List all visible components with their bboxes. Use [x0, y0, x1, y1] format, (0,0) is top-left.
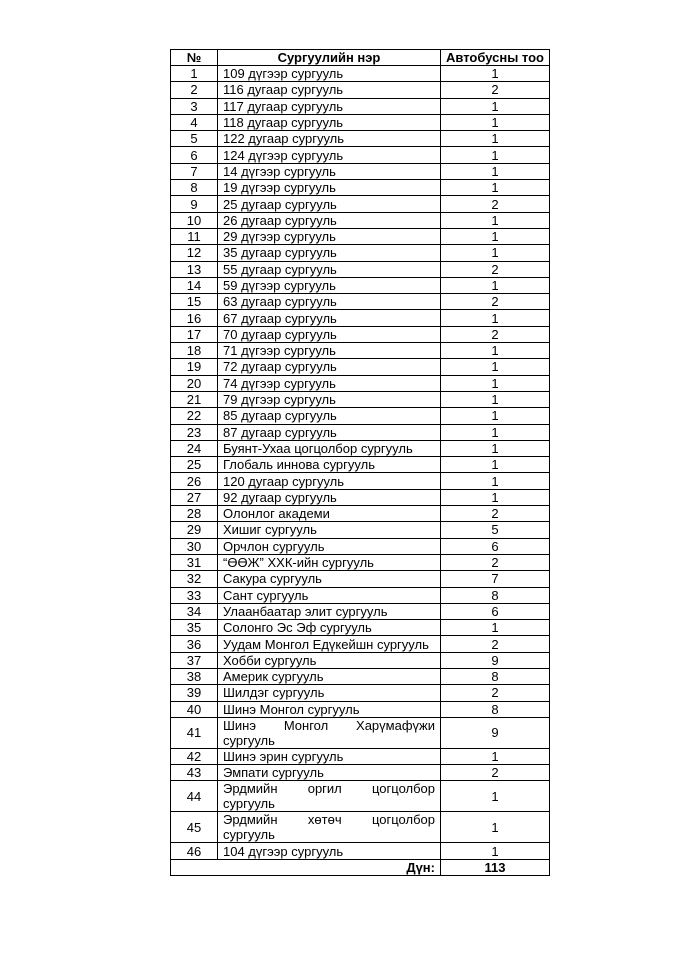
row-number: 36 — [171, 636, 218, 652]
table-header-row — [171, 50, 550, 66]
row-number: 30 — [171, 538, 218, 554]
row-school-name: 87 дугаар сургууль — [218, 424, 441, 440]
row-bus-count: 2 — [441, 326, 550, 342]
row-number: 17 — [171, 326, 218, 342]
row-number: 46 — [171, 843, 218, 859]
row-number: 8 — [171, 180, 218, 196]
table-row — [171, 196, 550, 212]
row-bus-count: 5 — [441, 522, 550, 538]
row-number: 16 — [171, 310, 218, 326]
row-bus-count: 1 — [441, 114, 550, 130]
row-school-name: 55 дугаар сургууль — [218, 261, 441, 277]
row-bus-count: 1 — [441, 228, 550, 244]
table-row — [171, 277, 550, 293]
table-row — [171, 457, 550, 473]
row-bus-count: 2 — [441, 554, 550, 570]
row-bus-count: 1 — [441, 131, 550, 147]
row-school-name: Хишиг сургууль — [218, 522, 441, 538]
row-number: 34 — [171, 603, 218, 619]
row-bus-count: 1 — [441, 375, 550, 391]
row-school-name: 19 дүгээр сургууль — [218, 180, 441, 196]
row-bus-count: 1 — [441, 424, 550, 440]
row-number: 45 — [171, 812, 218, 843]
table-row — [171, 571, 550, 587]
row-school-name: Уудам Монгол Едүкейшн сургууль — [218, 636, 441, 652]
table-row — [171, 245, 550, 261]
table-row — [171, 82, 550, 98]
row-school-name: Эрдмийн хөтөч цогцолбор сургууль — [218, 812, 441, 843]
row-bus-count: 1 — [441, 245, 550, 261]
row-bus-count: 1 — [441, 408, 550, 424]
row-school-name: 71 дүгээр сургууль — [218, 343, 441, 359]
row-bus-count: 9 — [441, 652, 550, 668]
row-school-name: 92 дугаар сургууль — [218, 489, 441, 505]
row-number: 44 — [171, 781, 218, 812]
table-row — [171, 843, 550, 859]
row-bus-count: 1 — [441, 620, 550, 636]
row-school-name: 122 дугаар сургууль — [218, 131, 441, 147]
table-row — [171, 375, 550, 391]
row-bus-count: 6 — [441, 603, 550, 619]
table-row — [171, 685, 550, 701]
row-bus-count: 1 — [441, 440, 550, 456]
row-number: 38 — [171, 668, 218, 684]
row-school-name: 72 дугаар сургууль — [218, 359, 441, 375]
row-number: 9 — [171, 196, 218, 212]
row-bus-count: 7 — [441, 571, 550, 587]
row-number: 14 — [171, 277, 218, 293]
row-number: 3 — [171, 98, 218, 114]
row-bus-count: 2 — [441, 636, 550, 652]
row-number: 10 — [171, 212, 218, 228]
row-bus-count: 2 — [441, 261, 550, 277]
row-bus-count: 8 — [441, 668, 550, 684]
row-number: 20 — [171, 375, 218, 391]
row-bus-count: 1 — [441, 812, 550, 843]
table-row — [171, 424, 550, 440]
row-school-name: 109 дүгээр сургууль — [218, 66, 441, 82]
total-row — [171, 859, 550, 875]
table-row — [171, 326, 550, 342]
row-school-name: 35 дугаар сургууль — [218, 245, 441, 261]
row-bus-count: 2 — [441, 294, 550, 310]
table-row — [171, 473, 550, 489]
table-row — [171, 748, 550, 764]
row-school-name: 63 дугаар сургууль — [218, 294, 441, 310]
table-row — [171, 668, 550, 684]
school-bus-table — [170, 49, 550, 876]
table-row — [171, 636, 550, 652]
table-row — [171, 701, 550, 717]
header-bus-count: Автобусны тоо — [441, 50, 550, 66]
row-number: 25 — [171, 457, 218, 473]
table-row — [171, 781, 550, 812]
row-bus-count: 8 — [441, 701, 550, 717]
row-school-name: 14 дүгээр сургууль — [218, 163, 441, 179]
row-school-name: 118 дугаар сургууль — [218, 114, 441, 130]
row-bus-count: 2 — [441, 685, 550, 701]
table-row — [171, 812, 550, 843]
table-body — [171, 66, 550, 860]
row-number: 4 — [171, 114, 218, 130]
row-school-name: 117 дугаар сургууль — [218, 98, 441, 114]
row-number: 33 — [171, 587, 218, 603]
row-bus-count: 1 — [441, 391, 550, 407]
row-bus-count: 1 — [441, 98, 550, 114]
table-row — [171, 587, 550, 603]
header-number: № — [171, 50, 218, 66]
row-bus-count: 1 — [441, 343, 550, 359]
row-number: 37 — [171, 652, 218, 668]
table-row — [171, 310, 550, 326]
row-bus-count: 1 — [441, 66, 550, 82]
header-school-name: Сургуулийн нэр — [218, 50, 441, 66]
row-school-name: Олонлог академи — [218, 506, 441, 522]
row-school-name: 29 дүгээр сургууль — [218, 228, 441, 244]
row-bus-count: 1 — [441, 147, 550, 163]
table-row — [171, 554, 550, 570]
table-row — [171, 391, 550, 407]
row-number: 12 — [171, 245, 218, 261]
row-school-name: Глобаль иннова сургууль — [218, 457, 441, 473]
row-school-name: 116 дугаар сургууль — [218, 82, 441, 98]
row-school-name: “ӨӨЖ” ХХК-ийн сургууль — [218, 554, 441, 570]
table-row — [171, 131, 550, 147]
row-number: 13 — [171, 261, 218, 277]
table-row — [171, 359, 550, 375]
table-row — [171, 66, 550, 82]
row-bus-count: 1 — [441, 180, 550, 196]
row-number: 28 — [171, 506, 218, 522]
table-row — [171, 603, 550, 619]
table-row — [171, 620, 550, 636]
row-number: 7 — [171, 163, 218, 179]
row-school-name: 70 дугаар сургууль — [218, 326, 441, 342]
row-school-name: 25 дугаар сургууль — [218, 196, 441, 212]
row-number: 1 — [171, 66, 218, 82]
row-school-name: Шинэ Монгол Харүмафүжи сургууль — [218, 717, 441, 748]
table-row — [171, 147, 550, 163]
row-number: 19 — [171, 359, 218, 375]
row-number: 15 — [171, 294, 218, 310]
row-school-name: 59 дүгээр сургууль — [218, 277, 441, 293]
row-number: 32 — [171, 571, 218, 587]
row-bus-count: 1 — [441, 277, 550, 293]
row-number: 2 — [171, 82, 218, 98]
row-bus-count: 1 — [441, 457, 550, 473]
row-bus-count: 2 — [441, 765, 550, 781]
row-bus-count: 1 — [441, 748, 550, 764]
row-number: 39 — [171, 685, 218, 701]
row-bus-count: 2 — [441, 196, 550, 212]
row-school-name: Солонго Эс Эф сургууль — [218, 620, 441, 636]
row-bus-count: 1 — [441, 781, 550, 812]
row-bus-count: 1 — [441, 489, 550, 505]
table-row — [171, 440, 550, 456]
table-row — [171, 114, 550, 130]
row-number: 42 — [171, 748, 218, 764]
row-school-name: 74 дүгээр сургууль — [218, 375, 441, 391]
row-school-name: Эмпати сургууль — [218, 765, 441, 781]
row-bus-count: 1 — [441, 843, 550, 859]
table-row — [171, 765, 550, 781]
row-school-name: 104 дүгээр сургууль — [218, 843, 441, 859]
table-row — [171, 408, 550, 424]
row-number: 11 — [171, 228, 218, 244]
row-number: 43 — [171, 765, 218, 781]
row-school-name: Шинэ эрин сургууль — [218, 748, 441, 764]
table-row — [171, 294, 550, 310]
table-row — [171, 180, 550, 196]
table-row — [171, 506, 550, 522]
row-school-name: Сакура сургууль — [218, 571, 441, 587]
row-school-name: Орчлон сургууль — [218, 538, 441, 554]
row-bus-count: 1 — [441, 473, 550, 489]
row-number: 26 — [171, 473, 218, 489]
row-school-name: Эрдмийн оргил цогцолбор сургууль — [218, 781, 441, 812]
row-bus-count: 1 — [441, 359, 550, 375]
table-row — [171, 717, 550, 748]
table-row — [171, 489, 550, 505]
row-school-name: 120 дугаар сургууль — [218, 473, 441, 489]
row-school-name: 124 дүгээр сургууль — [218, 147, 441, 163]
row-number: 18 — [171, 343, 218, 359]
row-school-name: 67 дугаар сургууль — [218, 310, 441, 326]
table-row — [171, 538, 550, 554]
table-row — [171, 261, 550, 277]
row-school-name: Шинэ Монгол сургууль — [218, 701, 441, 717]
row-number: 40 — [171, 701, 218, 717]
table-row — [171, 522, 550, 538]
row-school-name: Шилдэг сургууль — [218, 685, 441, 701]
row-school-name: Америк сургууль — [218, 668, 441, 684]
table-row — [171, 652, 550, 668]
row-school-name: Улаанбаатар элит сургууль — [218, 603, 441, 619]
row-number: 5 — [171, 131, 218, 147]
row-bus-count: 6 — [441, 538, 550, 554]
row-number: 24 — [171, 440, 218, 456]
row-number: 27 — [171, 489, 218, 505]
row-number: 21 — [171, 391, 218, 407]
row-bus-count: 9 — [441, 717, 550, 748]
row-school-name: Хобби сургууль — [218, 652, 441, 668]
table-row — [171, 343, 550, 359]
table-row — [171, 98, 550, 114]
row-number: 35 — [171, 620, 218, 636]
row-school-name: Буянт-Ухаа цогцолбор сургууль — [218, 440, 441, 456]
table-row — [171, 163, 550, 179]
total-label: Дүн: — [171, 859, 441, 875]
row-number: 23 — [171, 424, 218, 440]
row-number: 31 — [171, 554, 218, 570]
table-row — [171, 212, 550, 228]
row-number: 22 — [171, 408, 218, 424]
row-school-name: Сант сургууль — [218, 587, 441, 603]
row-number: 41 — [171, 717, 218, 748]
table-row — [171, 228, 550, 244]
total-value: 113 — [441, 859, 550, 875]
row-bus-count: 2 — [441, 82, 550, 98]
row-number: 29 — [171, 522, 218, 538]
row-school-name: 85 дугаар сургууль — [218, 408, 441, 424]
row-bus-count: 1 — [441, 212, 550, 228]
row-school-name: 26 дугаар сургууль — [218, 212, 441, 228]
row-bus-count: 8 — [441, 587, 550, 603]
row-bus-count: 1 — [441, 310, 550, 326]
row-number: 6 — [171, 147, 218, 163]
row-school-name: 79 дүгээр сургууль — [218, 391, 441, 407]
row-bus-count: 2 — [441, 506, 550, 522]
row-bus-count: 1 — [441, 163, 550, 179]
